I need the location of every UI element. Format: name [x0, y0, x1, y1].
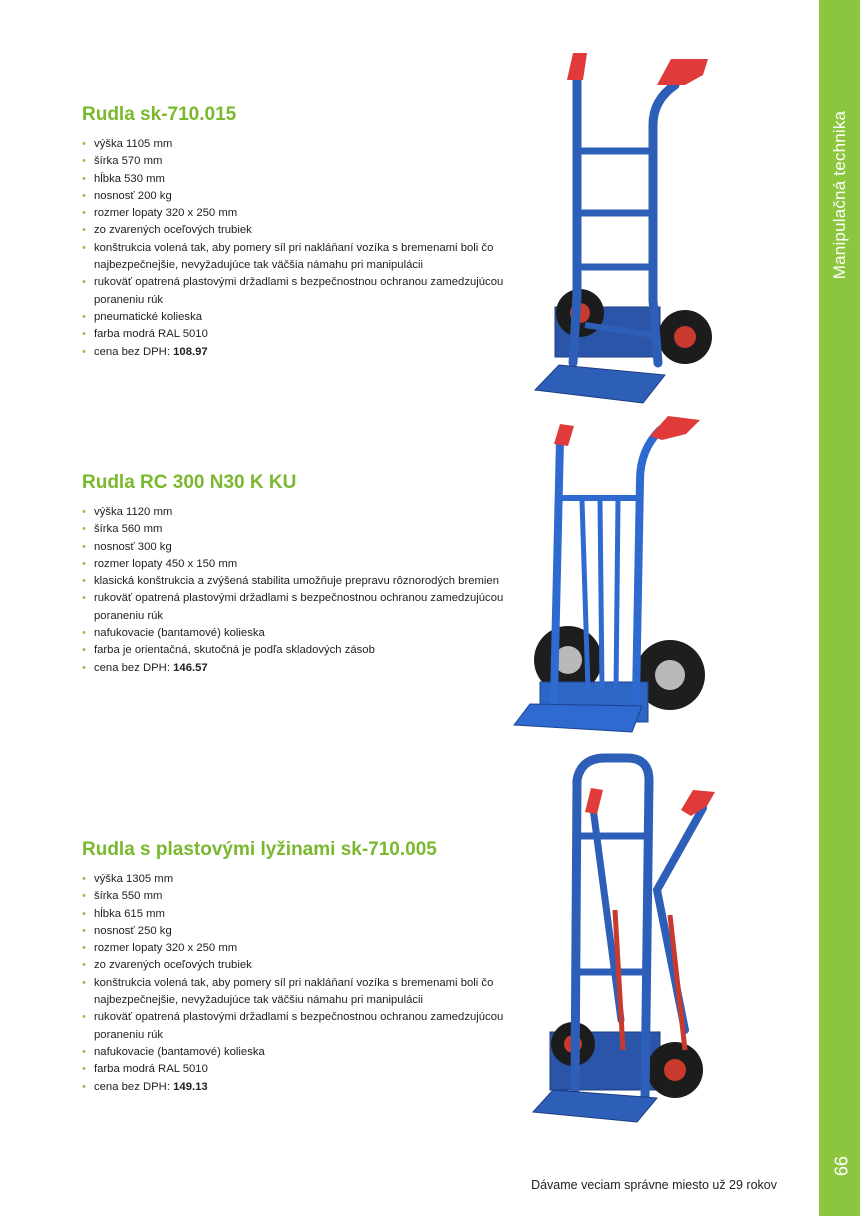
price-item: • cena bez DPH: 149.13 — [82, 1079, 522, 1096]
spec-item: • klasická konštrukcia a zvýšená stabilita umožňuje prepravu rôznorodých bremien — [82, 573, 522, 590]
spec-item: • pneumatické kolieska — [82, 309, 522, 326]
hand-truck-image — [525, 45, 740, 405]
spec-item: • nafukovacie (bantamové) kolieska — [82, 1044, 522, 1061]
spec-item: • rukoväť opatrená plastovými držadlami s bezpečnostnou ochranou zamedzujúcou poraneniu rúk — [82, 274, 522, 309]
spec-item: • výška 1305 mm — [82, 871, 522, 888]
hand-truck-image — [510, 410, 735, 745]
spec-list — [82, 504, 522, 677]
spec-item: • nosnosť 250 kg — [82, 923, 522, 940]
spec-item: • šírka 570 mm — [82, 153, 522, 170]
hand-truck-image — [525, 750, 725, 1130]
spec-item: • hĺbka 530 mm — [82, 171, 522, 188]
spec-item: • hĺbka 615 mm — [82, 906, 522, 923]
spec-item: • šírka 560 mm — [82, 521, 522, 538]
footer-slogan: Dávame veciam správne miesto už 29 rokov — [531, 1178, 777, 1192]
spec-item: • rukoväť opatrená plastovými držadlami s bezpečnostnou ochranou zamedzujúcou poraneniu rúk — [82, 1009, 522, 1044]
price-value: 149.13 — [173, 1080, 208, 1093]
spec-item: • výška 1120 mm — [82, 504, 522, 521]
spec-item: • farba modrá RAL 5010 — [82, 1061, 522, 1078]
spec-item: • šírka 550 mm — [82, 888, 522, 905]
spec-list — [82, 136, 522, 361]
spec-item: • nosnosť 200 kg — [82, 188, 522, 205]
product-block — [82, 472, 522, 677]
spec-item: • výška 1105 mm — [82, 136, 522, 153]
spec-item: • rozmer lopaty 450 x 150 mm — [82, 556, 522, 573]
spec-item: • nosnosť 300 kg — [82, 539, 522, 556]
spec-list — [82, 871, 522, 1096]
product-title: Rudla RC 300 N30 K KU — [82, 472, 297, 493]
spec-item: • zo zvarených oceľových trubiek — [82, 222, 522, 239]
section-title: Manipulačná technika — [829, 110, 849, 280]
spec-item: • farba je orientačná, skutočná je podľa skladových zásob — [82, 642, 522, 659]
price-value: 146.57 — [173, 661, 208, 674]
spec-item: • nafukovacie (bantamové) kolieska — [82, 625, 522, 642]
product-title: Rudla sk-710.015 — [82, 104, 237, 125]
spec-item: • rozmer lopaty 320 x 250 mm — [82, 205, 522, 222]
spec-item: • rukoväť opatrená plastovými držadlami s bezpečnostnou ochranou zamedzujúcou poraneniu rúk — [82, 590, 522, 625]
spec-item: • zo zvarených oceľových trubiek — [82, 957, 522, 974]
product-block — [82, 104, 522, 361]
product-block — [82, 839, 522, 1096]
spec-item: • konštrukcia volená tak, aby pomery síl pri nakláňaní vozíka s bremenami boli čo najbezpečnejšie, nevyžadujúce tak väčšiu námahu pri manipulácii — [82, 975, 522, 1010]
spec-item: • rozmer lopaty 320 x 250 mm — [82, 940, 522, 957]
price-item: • cena bez DPH: 108.97 — [82, 344, 522, 361]
price-value: 108.97 — [173, 345, 208, 358]
spec-item: • farba modrá RAL 5010 — [82, 326, 522, 343]
price-item: • cena bez DPH: 146.57 — [82, 660, 522, 677]
page-number: 99 — [830, 1155, 850, 1177]
product-title: Rudla s plastovými lyžinami sk-710.005 — [82, 839, 437, 860]
spec-item: • konštrukcia volená tak, aby pomery síl pri nakláňaní vozíka s bremenami boli čo najbezpečnejšie, nevyžadujúce tak väčšia námahu pri manipulácii — [82, 240, 522, 275]
